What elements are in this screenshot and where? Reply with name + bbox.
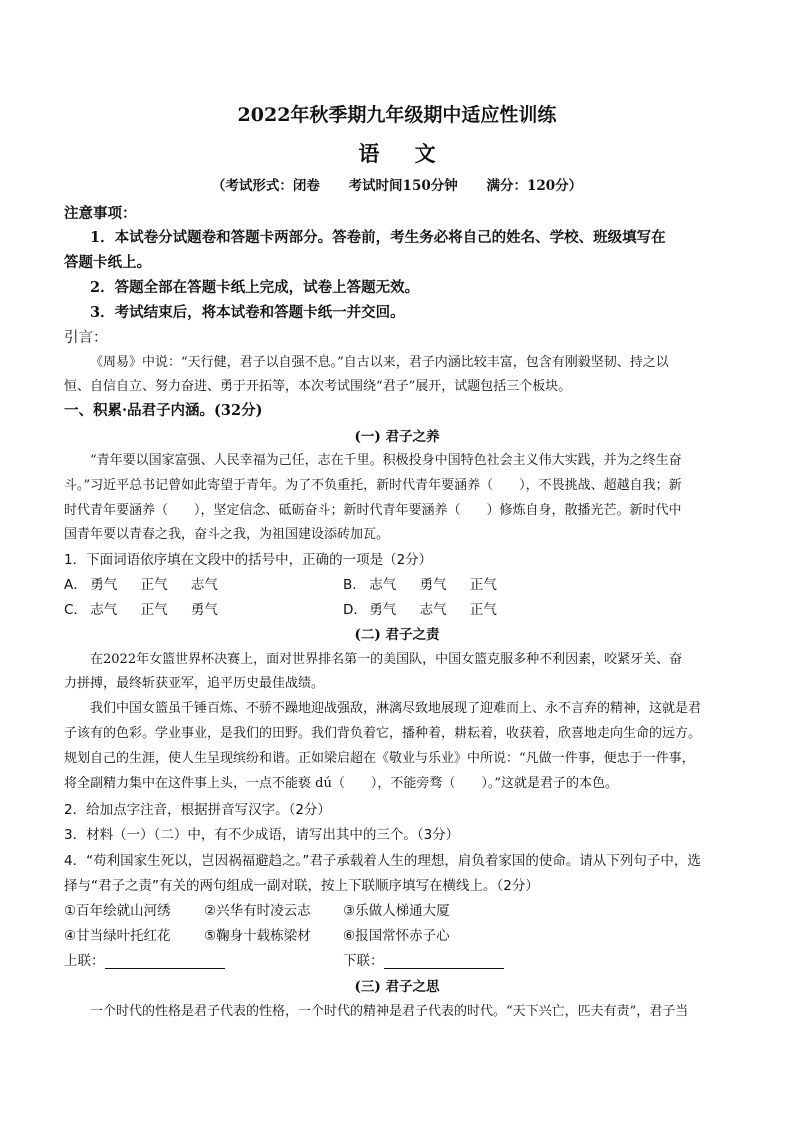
q4-option: ⑥报国常怀赤子心 bbox=[343, 928, 450, 944]
intro-heading: 引言： bbox=[64, 330, 108, 346]
lower-couplet-blank[interactable] bbox=[384, 954, 504, 969]
passage-line: 时代青年要涵养（ ），坚定信念、砥砺奋斗；新时代青年要涵养（ ）修炼自身，散播光芒。新时代中 bbox=[64, 503, 682, 518]
intro-line: 《周易》中说：“天行健，君子以自强不息。”自古以来，君子内涵比较丰富，包含有刚毅坚韧、持之以 bbox=[90, 355, 669, 370]
q4-option: ①百年绘就山河绣 bbox=[64, 903, 171, 919]
intro-line: 恒、自信自立、努力奋进、勇于开拓等，本次考试围绕“君子”展开，试题包括三个板块。 bbox=[64, 379, 572, 394]
note-item: 3．考试结束后，将本试卷和答题卡纸一并交回。 bbox=[90, 304, 405, 321]
option-word: 勇气 bbox=[419, 577, 447, 593]
upper-couplet-blank[interactable] bbox=[105, 954, 225, 969]
passage-line: 一个时代的性格是君子代表的性格，一个时代的精神是君子代表的时代。“天下兴亡，匹夫有责”，君子当 bbox=[90, 1004, 689, 1019]
option-word: 正气 bbox=[469, 602, 497, 618]
exam-info bbox=[0, 174, 794, 194]
subject-title: 语 文 bbox=[358, 141, 450, 166]
option-letter: A． bbox=[64, 577, 87, 593]
option-word: 勇气 bbox=[90, 577, 118, 593]
section1-title: (一) 君子之养 bbox=[354, 429, 440, 445]
q4-option: ②兴华有时凌云志 bbox=[204, 903, 311, 919]
exam-duration: 考试时间150分钟 bbox=[348, 178, 458, 194]
note-item: 2．答题全部在答题卡纸上完成，试卷上答题无效。 bbox=[90, 279, 420, 296]
option-letter: B． bbox=[343, 577, 366, 593]
section2-title: (二) 君子之责 bbox=[354, 627, 440, 643]
option-word: 勇气 bbox=[369, 602, 397, 618]
exam-format: （考试形式：闭卷 bbox=[211, 178, 320, 194]
option-word: 正气 bbox=[140, 602, 168, 618]
passage-line: 力拼搏，最终斩获亚军，追平历史最佳战绩。 bbox=[64, 676, 325, 691]
option-word: 志气 bbox=[190, 577, 218, 593]
passage-line: 国青年要以青春之我，奋斗之我，为祖国建设添砖加瓦。 bbox=[64, 527, 390, 542]
q1-option-c bbox=[64, 598, 237, 618]
note-item: 1．本试卷分试题卷和答题卡两部分。答卷前，考生务必将自己的姓名、学校、班级填写在 bbox=[90, 229, 666, 246]
question-3: 3．材料（一）（二）中，有不少成语，请写出其中的三个。（3分） bbox=[64, 827, 460, 843]
passage-line: 斗。”习近平总书记曾如此寄望于青年。为了不负重托，新时代青年要涵养（ ），不畏挑战、超越自我；新 bbox=[64, 478, 682, 493]
lower-couplet-label: 下联： bbox=[343, 953, 384, 969]
lower-couplet-field[interactable] bbox=[343, 949, 504, 969]
option-word: 正气 bbox=[140, 577, 168, 593]
q1-option-a bbox=[64, 573, 237, 593]
upper-couplet-label: 上联： bbox=[64, 953, 105, 969]
option-letter: D． bbox=[343, 602, 367, 618]
part1-heading: 一、积累·品君子内涵。(32分) bbox=[64, 402, 263, 419]
question-4-line: 择与“君子之责”有关的两句组成一副对联，按上下联顺序填写在横线上。（2分） bbox=[64, 878, 539, 894]
question-4-line: 4．“苟利国家生死以，岂因祸福避趋之。”君子承载着人生的理想，肩负着家国的使命。请从下列句子中，选 bbox=[64, 853, 701, 869]
option-word: 志气 bbox=[419, 602, 447, 618]
notes-heading: 注意事项： bbox=[64, 205, 137, 222]
q4-option: ④甘当绿叶托红花 bbox=[64, 928, 171, 944]
passage-line: 规划自己的生涯，使人生呈现缤纷和谐。正如梁启超在《敬业与乐业》中所说：“凡做一件事，便忠于一件事， bbox=[64, 751, 695, 766]
q4-option: ③乐做人梯通大厦 bbox=[343, 903, 450, 919]
passage-line: 子该有的色彩。学业事业，是我们的田野。我们背负着它，播种着，耕耘着，收获着，欣喜地走向生命的远方。 bbox=[64, 726, 702, 741]
exam-score: 满分：120分） bbox=[486, 178, 583, 194]
question-1-stem: 1．下面词语依序填在文段中的括号中，正确的一项是（2分） bbox=[64, 552, 433, 568]
exam-title: 2022年秋季期九年级期中适应性训练 bbox=[237, 104, 557, 126]
q1-option-d bbox=[343, 598, 516, 618]
option-word: 正气 bbox=[469, 577, 497, 593]
option-word: 志气 bbox=[90, 602, 118, 618]
passage-line: “青年要以国家富强、人民幸福为己任，志在千里。积极投身中国特色社会主义伟大实践，并为之终生奋 bbox=[90, 453, 682, 468]
passage-line: 将全副精力集中在这件事上头，一点不能亵 dú（ ），不能旁骛（ ）。”这就是君子的本色。 bbox=[64, 776, 618, 791]
section3-title: (三) 君子之思 bbox=[354, 979, 440, 995]
passage-line: 在2022年女篮世界杯决赛上，面对世界排名第一的美国队，中国女篮克服多种不利因素，咬紧牙关、奋 bbox=[90, 652, 683, 667]
q1-option-b bbox=[343, 573, 516, 593]
q4-option: ⑤鞠身十载栋梁材 bbox=[204, 928, 311, 944]
option-word: 勇气 bbox=[190, 602, 218, 618]
option-word: 志气 bbox=[369, 577, 397, 593]
passage-line: 我们中国女篮虽千锤百炼、不骄不躁地迎战强敌，淋漓尽致地展现了迎难而上、永不言弃的精神，这就是君 bbox=[90, 701, 702, 716]
question-2: 2．给加点字注音，根据拼音写汉字。（2分） bbox=[64, 802, 331, 818]
upper-couplet-field[interactable] bbox=[64, 949, 225, 969]
note-item: 答题卡纸上。 bbox=[64, 254, 151, 271]
option-letter: C． bbox=[64, 602, 87, 618]
